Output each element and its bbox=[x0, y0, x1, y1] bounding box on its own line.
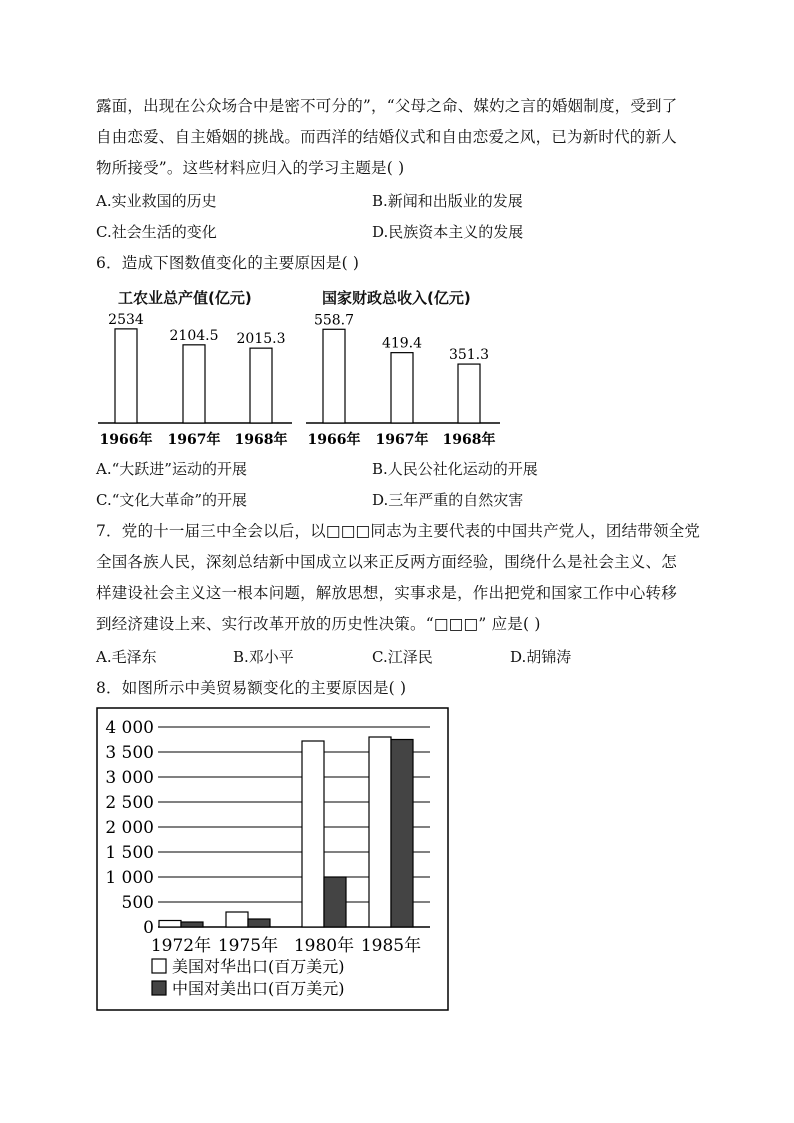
q7-line-2: 全国各族人民，深刻总结新中国成立以来正反两方面经验，围绕什么是社会主义、怎 bbox=[96, 553, 677, 571]
q6-option-a: A.“大跃进”运动的开展 bbox=[96, 460, 247, 478]
cn-export-bar bbox=[248, 919, 270, 927]
y-tick-label: 2 500 bbox=[105, 793, 154, 813]
x-category-label: 1980年 bbox=[293, 936, 355, 956]
q6-option-d: D.三年严重的自然灾害 bbox=[372, 491, 524, 509]
q6-stem: 6．造成下图数值变化的主要原因是( ) bbox=[96, 254, 360, 272]
cn-export-bar bbox=[391, 740, 413, 928]
q7-line-4: 到经济建设上来、实行改革开放的历史性决策。“□□□” 应是( ) bbox=[96, 615, 541, 633]
q7-option-a: A.毛泽东 bbox=[96, 648, 157, 666]
chart2-bar bbox=[458, 364, 480, 423]
chart1-category-label: 1968年 bbox=[234, 432, 288, 448]
legend-swatch bbox=[152, 981, 166, 995]
revenue-chart bbox=[304, 305, 504, 455]
q5-option-a: A.实业救国的历史 bbox=[96, 192, 217, 210]
q7-option-d: D.胡锦涛 bbox=[510, 648, 572, 666]
q7-option-b: B.邓小平 bbox=[233, 648, 294, 666]
q7-line-1: 7．党的十一届三中全会以后，以□□□同志为主要代表的中国共产党人，团结带领全党 bbox=[96, 522, 701, 540]
chart2-bar bbox=[391, 353, 413, 423]
q6-option-b: B.人民公社化运动的开展 bbox=[372, 460, 538, 478]
legend-swatch bbox=[152, 959, 166, 973]
us-export-bar bbox=[226, 912, 248, 927]
q6-option-c: C.“文化大革命”的开展 bbox=[96, 491, 248, 509]
q5-option-c: C.社会生活的变化 bbox=[96, 223, 217, 241]
cn-export-bar bbox=[181, 922, 203, 927]
chart1-bar bbox=[183, 345, 205, 423]
chart1-category-label: 1966年 bbox=[99, 432, 153, 448]
chart1-value-label: 2015.3 bbox=[236, 331, 286, 348]
q5-option-d: D.民族资本主义的发展 bbox=[372, 223, 524, 241]
y-tick-label: 1 500 bbox=[105, 843, 154, 863]
chart2-category-label: 1967年 bbox=[375, 432, 429, 448]
x-category-label: 1975年 bbox=[217, 936, 279, 956]
chart2-value-label: 558.7 bbox=[313, 312, 355, 329]
output-value-chart bbox=[96, 305, 296, 455]
us-export-bar bbox=[369, 737, 391, 927]
q5-option-b: B.新闻和出版业的发展 bbox=[372, 192, 523, 210]
chart2-category-label: 1966年 bbox=[307, 432, 361, 448]
us-export-bar bbox=[159, 921, 181, 928]
trade-chart bbox=[96, 707, 450, 1012]
x-category-label: 1985年 bbox=[360, 936, 422, 956]
chart1-bar bbox=[250, 348, 272, 423]
q8-stem: 8．如图所示中美贸易额变化的主要原因是( ) bbox=[96, 679, 407, 697]
chart2-category-label: 1968年 bbox=[442, 432, 496, 448]
y-tick-label: 1 000 bbox=[105, 868, 154, 888]
chart2-title: 国家财政总收入(亿元) bbox=[322, 289, 471, 307]
y-tick-label: 0 bbox=[143, 918, 154, 938]
chart2-value-label: 419.4 bbox=[381, 335, 423, 352]
q7-line-3: 样建设社会主义这一根本问题，解放思想，实事求是，作出把党和国家工作中心转移 bbox=[96, 584, 677, 602]
chart1-value-label: 2534 bbox=[108, 311, 144, 328]
y-tick-label: 3 000 bbox=[105, 768, 154, 788]
us-export-bar bbox=[302, 741, 324, 927]
chart2-value-label: 351.3 bbox=[448, 347, 490, 364]
chart1-title: 工农业总产值(亿元) bbox=[118, 289, 252, 307]
cn-export-bar bbox=[324, 877, 346, 927]
legend-label: 中国对美出口(百万美元) bbox=[172, 979, 345, 998]
chart1-value-label: 2104.5 bbox=[169, 327, 219, 344]
passage-line-1: 露面，出现在公众场合中是密不可分的”，“父母之命、媒妁之言的婚姻制度，受到了 bbox=[96, 97, 678, 115]
y-tick-label: 4 000 bbox=[105, 718, 154, 738]
y-tick-label: 2 000 bbox=[105, 818, 154, 838]
x-category-label: 1972年 bbox=[150, 936, 212, 956]
chart1-bar bbox=[115, 329, 137, 423]
passage-line-2: 自由恋爱、自主婚姻的挑战。而西洋的结婚仪式和自由恋爱之风，已为新时代的新人 bbox=[96, 128, 677, 146]
q7-option-c: C.江泽民 bbox=[372, 648, 433, 666]
y-tick-label: 500 bbox=[121, 893, 154, 913]
y-tick-label: 3 500 bbox=[105, 743, 154, 763]
passage-line-3: 物所接受”。这些材料应归入的学习主题是( ) bbox=[96, 159, 405, 177]
chart2-bar bbox=[323, 329, 345, 423]
chart1-category-label: 1967年 bbox=[167, 432, 221, 448]
legend-label: 美国对华出口(百万美元) bbox=[172, 957, 345, 976]
